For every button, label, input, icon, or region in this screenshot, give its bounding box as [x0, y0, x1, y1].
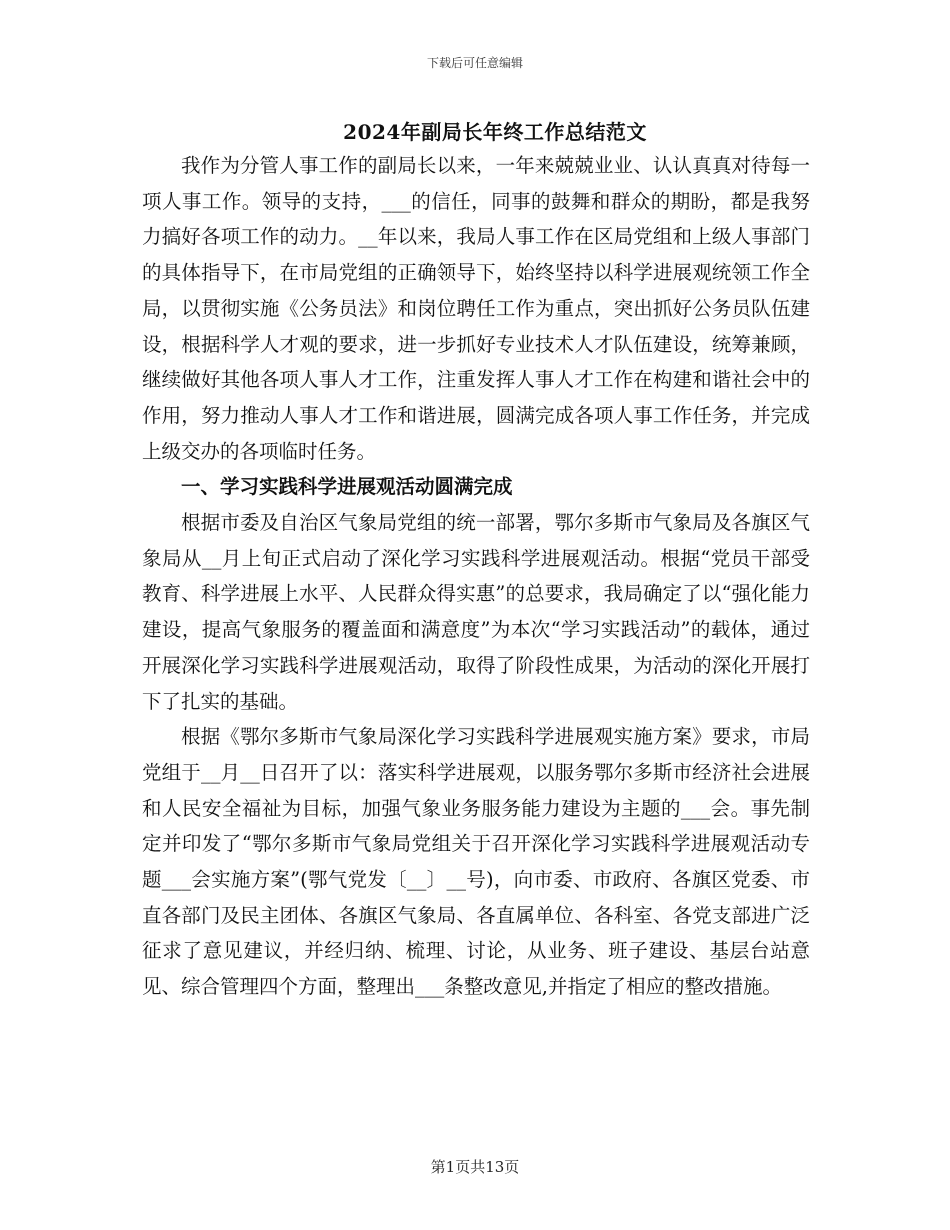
- section-paragraph: 根据《鄂尔多斯市气象局深化学习实践科学进展观实施方案》要求，市局党组于__月__日召开了以：落实科学进展观，以服务鄂尔多斯市经济社会进展和人民安全福祉为目标，加强气象业务服务能力建设为主题的___会。事先制定并印发了“鄂尔多斯市气象局党组关于召开深化学习实践科学进展观活动专题___会实施方案”(鄂气党发〔__〕__号)，向市委、市政府、各旗区党委、市直各部门及民主团体、各旗区气象局、各直属单位、各科室、各党支部进广泛征求了意见建议，并经归纳、梳理、讨论，从业务、班子建设、基层台站意见、综合管理四个方面，整理出___条整改意见,并指定了相应的整改措施。: [142, 725, 810, 999]
- page-footer: 第1页共13页: [430, 1158, 520, 1176]
- section-heading: 一、学习实践科学进展观活动圆满完成: [181, 475, 513, 499]
- document-title: 2024年副局长年终工作总结范文: [343, 120, 647, 144]
- section-paragraph: 根据市委及自治区气象局党组的统一部署，鄂尔多斯市气象局及各旗区气象局从__月上旬正式启动了深化学习实践科学进展观活动。根据“党员干部受教育、科学进展上水平、人民群众得实惠”的总要求，我局确定了以“强化能力建设，提高气象服务的覆盖面和满意度”为本次“学习实践活动”的载体，通过开展深化学习实践科学进展观活动，取得了阶段性成果，为活动的深化开展打下了扎实的基础。: [142, 511, 810, 713]
- document-body: [142, 148, 810, 1005]
- intro-paragraph: 我作为分管人事工作的副局长以来，一年来兢兢业业、认认真真对待每一项人事工作。领导的支持，___的信任，同事的鼓舞和群众的期盼，都是我努力搞好各项工作的动力。__年以来，我局人事工作在区局党组和上级人事部门的具体指导下，在市局党组的正确领导下，始终坚持以科学进展观统领工作全局，以贯彻实施《公务员法》和岗位聘任工作为重点，突出抓好公务员队伍建设，根据科学人才观的要求，进一步抓好专业技术人才队伍建设，统筹兼顾，继续做好其他各项人事人才工作，注重发挥人事人才工作在构建和谐社会中的作用，努力推动人事人才工作和谐进展，圆满完成各项人事工作任务，并完成上级交办的各项临时任务。: [142, 154, 810, 463]
- header-note: 下载后可任意编辑: [426, 56, 523, 70]
